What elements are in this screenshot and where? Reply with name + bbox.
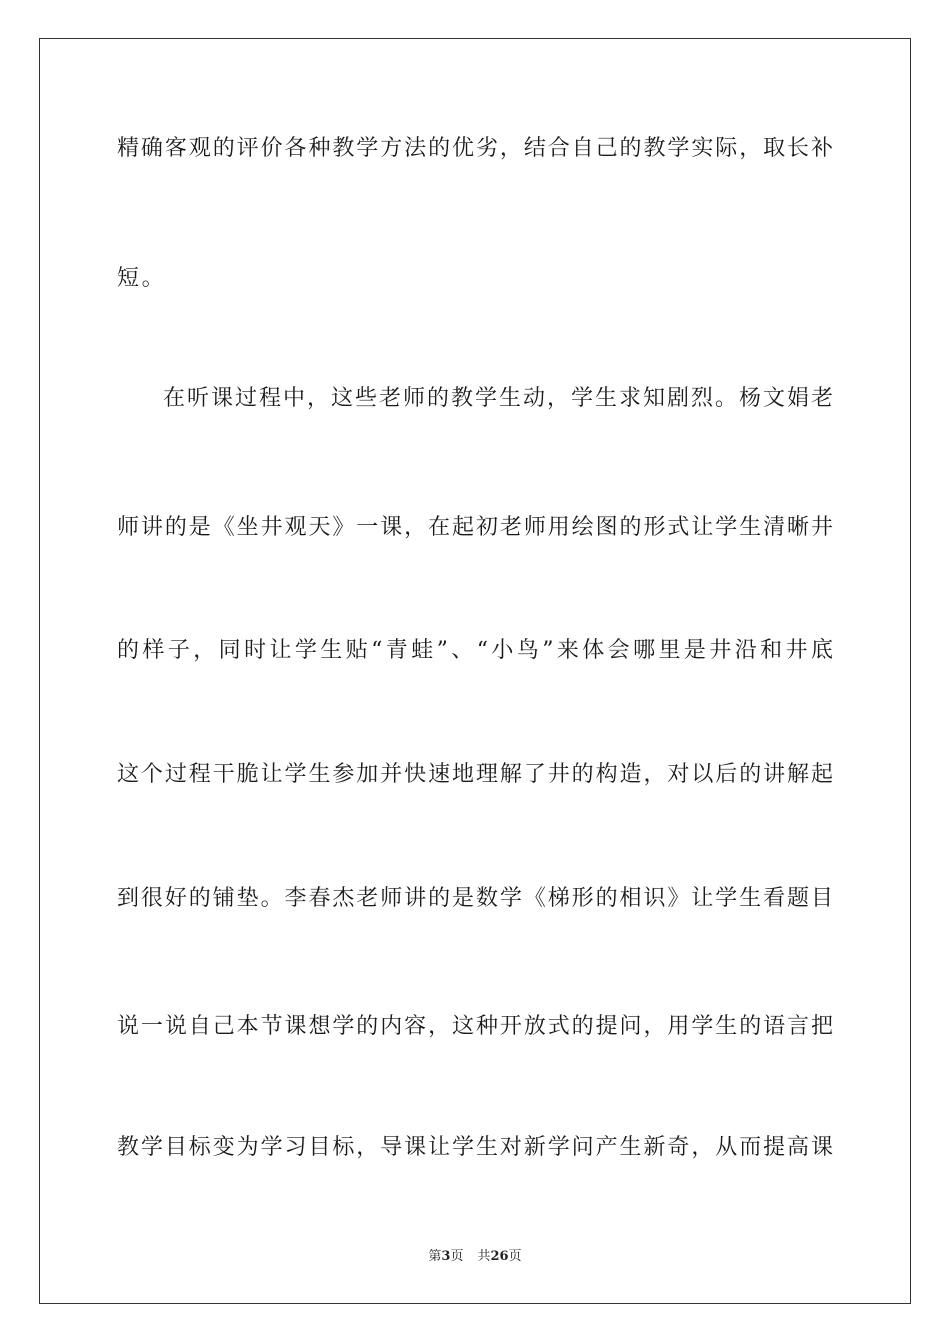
text-line-1: 精确客观的评价各种教学方法的优劣，结合自己的教学实际，取长补 xyxy=(117,136,833,161)
text-line-4: 师讲的是《坐井观天》一课，在起初老师用绘图的形式让学生清晰井 xyxy=(117,515,833,540)
total-prefix: 共 xyxy=(477,1249,491,1264)
text-line-2: 短。 xyxy=(117,266,167,291)
text-line-5: 的样子，同时让学生贴“青蛙”、“小鸟”来体会哪里是井沿和井底 xyxy=(117,638,833,663)
page-prefix: 第 xyxy=(428,1249,442,1264)
total-suffix: 页 xyxy=(508,1249,522,1264)
page-border xyxy=(39,38,911,1304)
page-footer xyxy=(0,1248,950,1266)
text-line-9: 教学目标变为学习目标，导课让学生对新学问产生新奇，从而提高课 xyxy=(117,1135,833,1160)
text-line-8: 说一说自己本节课想学的内容，这种开放式的提问，用学生的语言把 xyxy=(117,1014,833,1039)
text-line-7: 到很好的铺垫。李春杰老师讲的是数学《梯形的相识》让学生看题目 xyxy=(117,886,833,911)
page-suffix: 页 xyxy=(450,1249,464,1264)
total-pages: 26 xyxy=(490,1249,509,1264)
text-line-3: 在听课过程中，这些老师的教学生动，学生求知剧烈。杨文娟老 xyxy=(163,386,833,411)
page-number: 3 xyxy=(441,1249,451,1264)
text-line-6: 这个过程干脆让学生参加并快速地理解了井的构造，对以后的讲解起 xyxy=(117,762,833,787)
